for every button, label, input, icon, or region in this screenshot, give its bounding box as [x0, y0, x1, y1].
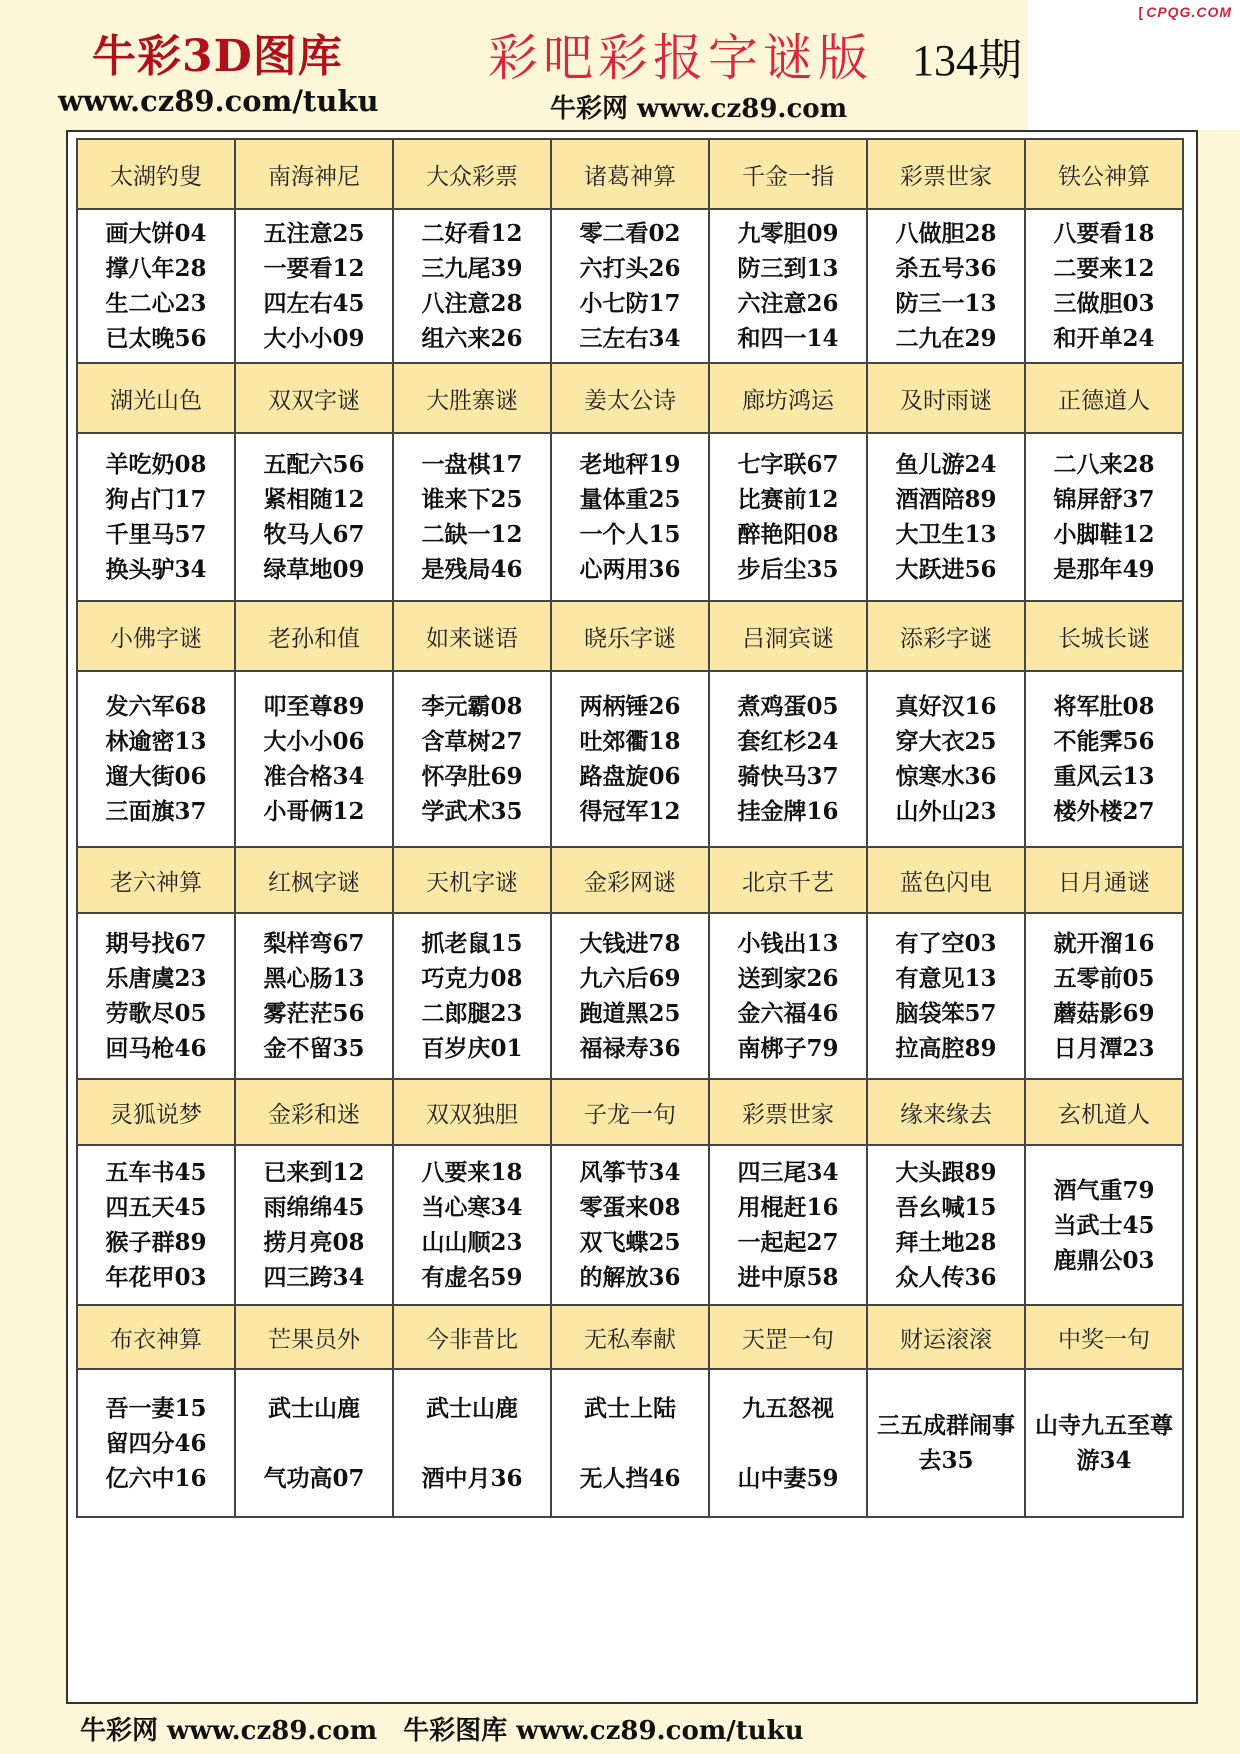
riddle-line: 套红杉24: [737, 728, 839, 755]
riddle-line: 小脚鞋12: [1053, 521, 1155, 548]
riddle-line: 发六军68: [105, 693, 207, 720]
riddle-line: 小哥俩12: [263, 798, 365, 825]
riddle-line: 紧相随12: [263, 486, 365, 513]
riddle-line: 气功高07: [263, 1464, 365, 1492]
riddle-cell: [1026, 210, 1184, 364]
riddle-line: 两柄锤26: [579, 693, 681, 720]
riddle-cell: [710, 672, 868, 848]
issue-number: 134期: [912, 36, 1022, 85]
riddle-table: [76, 138, 1184, 1518]
riddle-line: 真好汉16: [895, 693, 997, 720]
riddle-line: 四五天45: [105, 1194, 207, 1221]
riddle-line: 捞月亮08: [263, 1229, 365, 1256]
riddle-line: 五车书45: [105, 1159, 207, 1186]
riddle-line: 山寺九五至尊: [1035, 1412, 1173, 1439]
riddle-line: 当武士45: [1053, 1211, 1155, 1239]
riddle-cell: [236, 672, 394, 848]
riddle-cell: [710, 210, 868, 364]
column-header: 湖光山色: [78, 364, 236, 434]
brand-title: 牛彩3D图库: [92, 31, 343, 82]
column-header: 太湖钓叟: [78, 140, 236, 210]
riddle-line: 千里马57: [105, 521, 207, 548]
riddle-line: 是残局46: [421, 556, 523, 583]
column-header: 金彩网谜: [552, 848, 710, 914]
riddle-cell: [552, 434, 710, 602]
riddle-line: 步后尘35: [737, 556, 839, 583]
riddle-line: 生二心23: [105, 290, 207, 317]
riddle-line: 乐唐虞23: [105, 965, 207, 992]
riddle-line: 拉高腔89: [895, 1035, 997, 1062]
riddle-cell: [1026, 1370, 1184, 1518]
riddle-line: 就开溜16: [1053, 930, 1155, 957]
riddle-line: 二好看12: [421, 220, 523, 247]
riddle-line: 四三尾34: [737, 1159, 839, 1186]
column-header: 彩票世家: [710, 1080, 868, 1146]
riddle-cell: [710, 1146, 868, 1306]
riddle-line: 山外山23: [895, 798, 997, 825]
riddle-line: 八要看18: [1053, 220, 1155, 247]
riddle-line: 楼外楼27: [1053, 798, 1155, 825]
riddle-line: 撑八年28: [105, 255, 207, 282]
riddle-line: 小七防17: [579, 290, 681, 317]
column-header: 彩票世家: [868, 140, 1026, 210]
column-header: 诸葛神算: [552, 140, 710, 210]
riddle-line: 酒酒陪89: [895, 486, 997, 513]
riddle-line: 当心寒34: [421, 1194, 523, 1221]
riddle-cell: [868, 210, 1026, 364]
riddle-line: 二九在29: [895, 325, 997, 352]
riddle-line: 防三到13: [737, 255, 839, 282]
column-header: 千金一指: [710, 140, 868, 210]
riddle-cell: [236, 434, 394, 602]
riddle-line: 二八来28: [1053, 451, 1155, 478]
riddle-line: 雨绵绵45: [263, 1194, 365, 1221]
riddle-cell: [552, 210, 710, 364]
riddle-line: 零蛋来08: [579, 1194, 681, 1221]
riddle-line: 三面旗37: [105, 798, 207, 825]
riddle-line: 大跃进56: [895, 556, 997, 583]
riddle-line: 风筝节34: [579, 1159, 681, 1186]
column-header: 如来谜语: [394, 602, 552, 672]
column-header: 老六神算: [78, 848, 236, 914]
column-header: 吕洞宾谜: [710, 602, 868, 672]
riddle-cell: [710, 434, 868, 602]
riddle-cell: [236, 1370, 394, 1518]
brand-url: www.cz89.com/tuku: [58, 84, 379, 118]
riddle-line: 三做胆03: [1053, 290, 1155, 317]
column-header: 晓乐字谜: [552, 602, 710, 672]
riddle-line: 八要来18: [421, 1159, 523, 1186]
riddle-line: 醉艳阳08: [737, 521, 839, 548]
riddle-line: 巧克力08: [421, 965, 523, 992]
column-header: 日月通谜: [1026, 848, 1184, 914]
column-header: 芒果员外: [236, 1306, 394, 1370]
riddle-line: 一起起27: [737, 1229, 839, 1256]
riddle-line: 雾茫茫56: [263, 1000, 365, 1027]
riddle-cell: [394, 1146, 552, 1306]
riddle-cell: [78, 672, 236, 848]
column-header: 长城长谜: [1026, 602, 1184, 672]
riddle-line: 含草树27: [421, 728, 523, 755]
riddle-line: 鹿鼎公03: [1053, 1246, 1155, 1274]
riddle-line: 老地秤19: [579, 451, 681, 478]
riddle-line: 武士上陆: [584, 1394, 676, 1422]
riddle-line: 金六福46: [737, 1000, 839, 1027]
riddle-line: 酒中月36: [421, 1464, 523, 1492]
riddle-line: 武士山鹿: [426, 1394, 518, 1422]
riddle-cell: [868, 1370, 1026, 1518]
riddle-cell: [868, 914, 1026, 1080]
riddle-line: 福禄寿36: [579, 1035, 681, 1062]
riddle-line: 期号找67: [105, 930, 207, 957]
riddle-line: 吾幺喊15: [895, 1194, 997, 1221]
column-header: 老孙和值: [236, 602, 394, 672]
riddle-line: 金不留35: [263, 1035, 365, 1062]
riddle-line: 山中妻59: [737, 1464, 839, 1492]
riddle-line: 五配六56: [263, 451, 365, 478]
riddle-line: 六注意26: [737, 290, 839, 317]
column-header: 今非昔比: [394, 1306, 552, 1370]
riddle-line: 锦屏舒37: [1053, 486, 1155, 513]
riddle-cell: [552, 672, 710, 848]
riddle-cell: [1026, 434, 1184, 602]
riddle-line: 得冠军12: [579, 798, 681, 825]
riddle-line: 回马枪46: [105, 1035, 207, 1062]
riddle-line: 三左右34: [579, 325, 681, 352]
riddle-line: 一要看12: [263, 255, 365, 282]
column-header: 子龙一句: [552, 1080, 710, 1146]
column-header: 姜太公诗: [552, 364, 710, 434]
footer: 牛彩网 www.cz89.com 牛彩图库 www.cz89.com/tuku: [80, 1716, 804, 1746]
riddle-line: 送到家26: [737, 965, 839, 992]
riddle-line: 狗占门17: [105, 486, 207, 513]
riddle-line: 七字联67: [737, 451, 839, 478]
riddle-line: 准合格34: [263, 763, 365, 790]
column-header: 金彩和迷: [236, 1080, 394, 1146]
riddle-line: 百岁庆01: [421, 1035, 523, 1062]
riddle-line: 去35: [918, 1447, 974, 1474]
column-header: 天罡一句: [710, 1306, 868, 1370]
riddle-cell: [236, 1146, 394, 1306]
riddle-cell: [236, 914, 394, 1080]
riddle-line: 一盘棋17: [421, 451, 523, 478]
riddle-cell: [394, 1370, 552, 1518]
riddle-line: 心两用36: [579, 556, 681, 583]
column-header: 小佛字谜: [78, 602, 236, 672]
riddle-cell: [78, 1146, 236, 1306]
riddle-cell: [1026, 914, 1184, 1080]
column-header: 玄机道人: [1026, 1080, 1184, 1146]
column-header: 南海神尼: [236, 140, 394, 210]
column-header: 大众彩票: [394, 140, 552, 210]
riddle-line: 众人传36: [895, 1264, 997, 1291]
riddle-cell: [78, 914, 236, 1080]
column-header: 蓝色闪电: [868, 848, 1026, 914]
riddle-line: 大头跟89: [895, 1159, 997, 1186]
riddle-line: 蘑菇影69: [1053, 1000, 1155, 1027]
riddle-line: 谁来下25: [421, 486, 523, 513]
riddle-line: 羊吃奶08: [105, 451, 207, 478]
riddle-line: 四左右45: [263, 290, 365, 317]
riddle-cell: [394, 914, 552, 1080]
riddle-cell: [78, 210, 236, 364]
riddle-line: 进中原58: [737, 1264, 839, 1291]
riddle-line: 鱼儿游24: [895, 451, 997, 478]
column-header: 正德道人: [1026, 364, 1184, 434]
riddle-line: 李元霸08: [421, 693, 523, 720]
riddle-line: 已太晚56: [105, 325, 207, 352]
riddle-line: 不能霁56: [1053, 728, 1155, 755]
riddle-line: 比赛前12: [737, 486, 839, 513]
column-header: 红枫字谜: [236, 848, 394, 914]
riddle-line: 五注意25: [263, 220, 365, 247]
riddle-line: 一个人15: [579, 521, 681, 548]
riddle-line: 已来到12: [263, 1159, 365, 1186]
riddle-line: 和四一14: [737, 325, 839, 352]
riddle-line: 六打头26: [579, 255, 681, 282]
riddle-line: 黑心肠13: [263, 965, 365, 992]
riddle-cell: [868, 1146, 1026, 1306]
column-header: 及时雨谜: [868, 364, 1026, 434]
riddle-line: 是那年49: [1053, 556, 1155, 583]
riddle-line: 九五怒视: [742, 1394, 834, 1422]
riddle-line: 牧马人67: [263, 521, 365, 548]
column-header: 双双字谜: [236, 364, 394, 434]
riddle-cell: [710, 914, 868, 1080]
riddle-line: 防三一13: [895, 290, 997, 317]
riddle-line: 二要来12: [1053, 255, 1155, 282]
riddle-line: 叩至尊89: [263, 693, 365, 720]
riddle-line: 和开单24: [1053, 325, 1155, 352]
column-header: 灵狐说梦: [78, 1080, 236, 1146]
riddle-line: 的解放36: [579, 1264, 681, 1291]
riddle-cell: [78, 1370, 236, 1518]
riddle-line: 换头驴34: [105, 556, 207, 583]
riddle-line: 劳歌尽05: [105, 1000, 207, 1027]
riddle-line: 二郎腿23: [421, 1000, 523, 1027]
riddle-line: 脑袋笨57: [895, 1000, 997, 1027]
main-title: 彩吧彩报字谜版: [488, 29, 873, 87]
riddle-line: 量体重25: [579, 486, 681, 513]
riddle-cell: [394, 210, 552, 364]
riddle-line: 林逾密13: [105, 728, 207, 755]
riddle-line: 怀孕肚69: [421, 763, 523, 790]
riddle-line: 亿六中16: [105, 1464, 207, 1492]
riddle-line: 遛大街06: [105, 763, 207, 790]
riddle-line: 组六来26: [421, 325, 523, 352]
column-header: 缘来缘去: [868, 1080, 1026, 1146]
riddle-line: 南梆子79: [737, 1035, 839, 1062]
riddle-line: 吾一妻15: [105, 1394, 207, 1422]
riddle-line: 八注意28: [421, 290, 523, 317]
column-header: 大胜寨谜: [394, 364, 552, 434]
riddle-line: 将军肚08: [1053, 693, 1155, 720]
column-header: 铁公神算: [1026, 140, 1184, 210]
riddle-cell: [394, 672, 552, 848]
column-header: 无私奉献: [552, 1306, 710, 1370]
riddle-line: 零二看02: [579, 220, 681, 247]
riddle-line: 绿草地09: [263, 556, 365, 583]
riddle-line: 猴子群89: [105, 1229, 207, 1256]
riddle-line: 杀五号36: [895, 255, 997, 282]
riddle-line: 双飞蝶25: [579, 1229, 681, 1256]
riddle-line: 九零胆09: [737, 220, 839, 247]
column-header: 添彩字谜: [868, 602, 1026, 672]
riddle-line: 武士山鹿: [268, 1394, 360, 1422]
riddle-line: 吐郊衢18: [579, 728, 681, 755]
riddle-line: 八做胆28: [895, 220, 997, 247]
riddle-line: 游34: [1076, 1447, 1132, 1474]
riddle-cell: [868, 434, 1026, 602]
riddle-line: 年花甲03: [105, 1264, 207, 1291]
riddle-cell: [552, 914, 710, 1080]
riddle-cell: [1026, 672, 1184, 848]
column-header: 双双独胆: [394, 1080, 552, 1146]
riddle-line: 画大饼04: [105, 220, 207, 247]
riddle-line: 日月潭23: [1053, 1035, 1155, 1062]
riddle-line: 路盘旋06: [579, 763, 681, 790]
riddle-line: 梨样弯67: [263, 930, 365, 957]
riddle-line: 惊寒水36: [895, 763, 997, 790]
riddle-cell: [552, 1146, 710, 1306]
corner-logo: [ CPQG.COM: [1138, 4, 1232, 20]
riddle-line: 大钱进78: [579, 930, 681, 957]
riddle-cell: [1026, 1146, 1184, 1306]
column-header: 中奖一句: [1026, 1306, 1184, 1370]
column-header: 天机字谜: [394, 848, 552, 914]
riddle-line: 酒气重79: [1053, 1176, 1155, 1204]
riddle-line: 有意见13: [895, 965, 997, 992]
riddle-line: 二缺一12: [421, 521, 523, 548]
riddle-line: 大小小06: [263, 728, 365, 755]
riddle-line: 大卫生13: [895, 521, 997, 548]
riddle-line: 抓老鼠15: [421, 930, 523, 957]
riddle-line: 有虚名59: [421, 1264, 523, 1291]
riddle-cell: [394, 434, 552, 602]
riddle-line: 三九尾39: [421, 255, 523, 282]
riddle-line: 五零前05: [1053, 965, 1155, 992]
riddle-line: 四三跨34: [263, 1264, 365, 1291]
riddle-line: 大小小09: [263, 325, 365, 352]
column-header: 布衣神算: [78, 1306, 236, 1370]
riddle-line: 煮鸡蛋05: [737, 693, 839, 720]
riddle-line: 小钱出13: [737, 930, 839, 957]
riddle-line: 留四分46: [105, 1429, 207, 1457]
column-header: 北京千艺: [710, 848, 868, 914]
site-url: 牛彩网 www.cz89.com: [550, 94, 848, 124]
riddle-cell: [710, 1370, 868, 1518]
riddle-line: 三五成群闹事: [877, 1412, 1015, 1439]
riddle-line: 山山顺23: [421, 1229, 523, 1256]
column-header: 廊坊鸿运: [710, 364, 868, 434]
riddle-line: 九六后69: [579, 965, 681, 992]
riddle-line: 学武术35: [421, 798, 523, 825]
riddle-line: 骑快马37: [737, 763, 839, 790]
riddle-cell: [868, 672, 1026, 848]
riddle-cell: [78, 434, 236, 602]
riddle-line: 跑道黑25: [579, 1000, 681, 1027]
riddle-line: 穿大衣25: [895, 728, 997, 755]
riddle-cell: [552, 1370, 710, 1518]
riddle-line: 有了空03: [895, 930, 997, 957]
riddle-line: 无人挡46: [579, 1464, 681, 1492]
column-header: 财运滚滚: [868, 1306, 1026, 1370]
riddle-cell: [236, 210, 394, 364]
riddle-line: 拜土地28: [895, 1229, 997, 1256]
riddle-line: 用棍赶16: [737, 1194, 839, 1221]
riddle-line: 挂金牌16: [737, 798, 839, 825]
riddle-line: 重风云13: [1053, 763, 1155, 790]
